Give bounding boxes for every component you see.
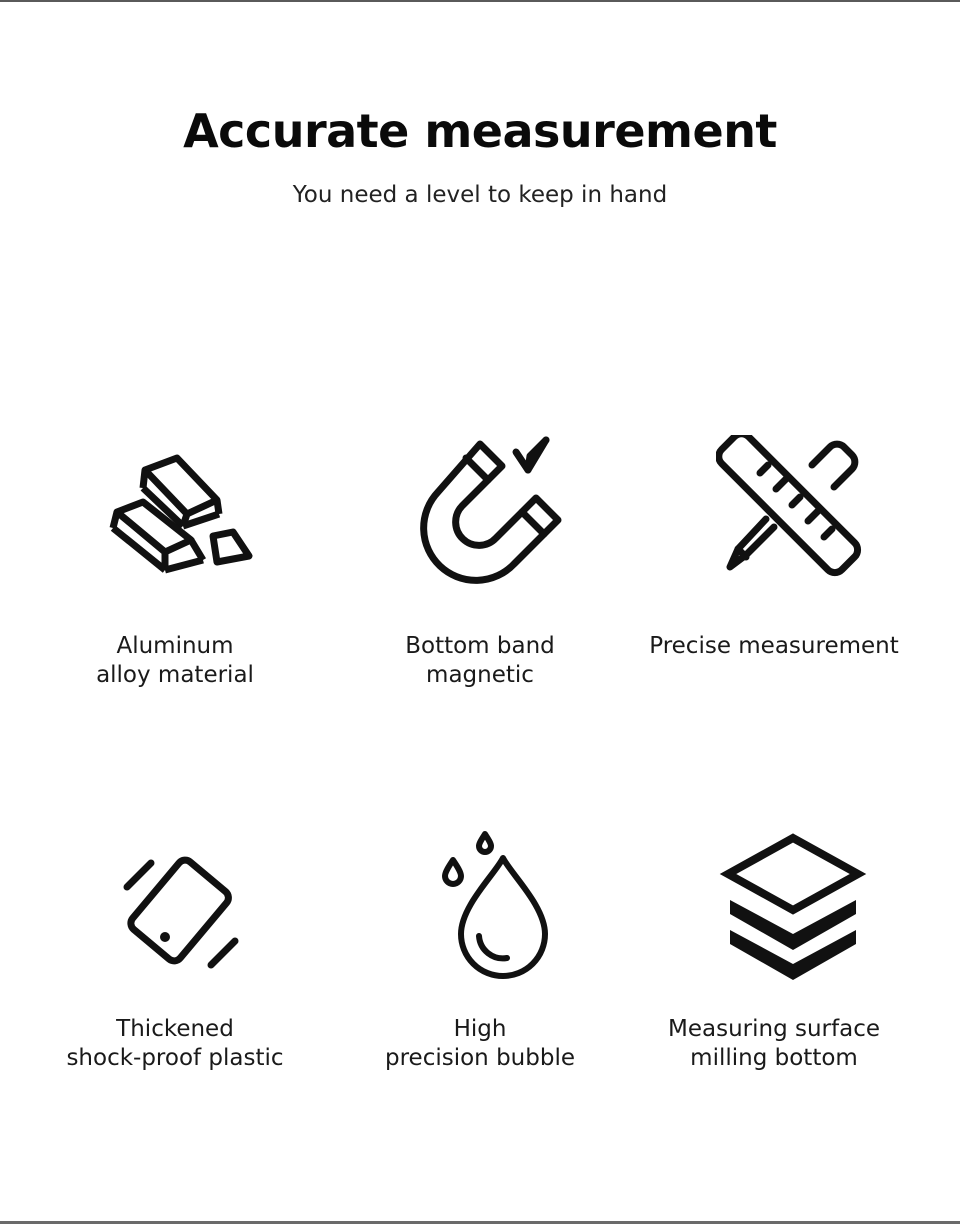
feature-milling-bottom bbox=[624, 830, 924, 1080]
top-divider bbox=[0, 0, 960, 2]
page-title: Accurate measurement bbox=[183, 104, 777, 158]
phone-shake-icon bbox=[115, 845, 255, 985]
feature-label: Precise measurement bbox=[649, 633, 899, 659]
feature-label: Measuring surface milling bottom bbox=[668, 1016, 880, 1071]
feature-precise-measurement bbox=[624, 435, 924, 700]
feature-aluminum-alloy bbox=[25, 440, 325, 700]
layers-icon bbox=[718, 830, 868, 980]
page-subtitle: You need a level to keep in hand bbox=[292, 182, 668, 208]
feature-magnetic bbox=[330, 430, 630, 700]
feature-label: Aluminum alloy material bbox=[96, 633, 254, 688]
gold-bars-icon bbox=[95, 440, 255, 590]
feature-label: Thickened shock-proof plastic bbox=[66, 1016, 284, 1071]
magnet-icon bbox=[410, 430, 580, 590]
feature-precision-bubble bbox=[330, 830, 630, 1080]
feature-label: High precision bubble bbox=[385, 1016, 575, 1071]
ruler-pencil-icon bbox=[716, 435, 866, 585]
feature-shock-proof bbox=[25, 845, 325, 1080]
water-drop-icon bbox=[435, 830, 565, 985]
feature-label: Bottom band magnetic bbox=[405, 633, 555, 688]
